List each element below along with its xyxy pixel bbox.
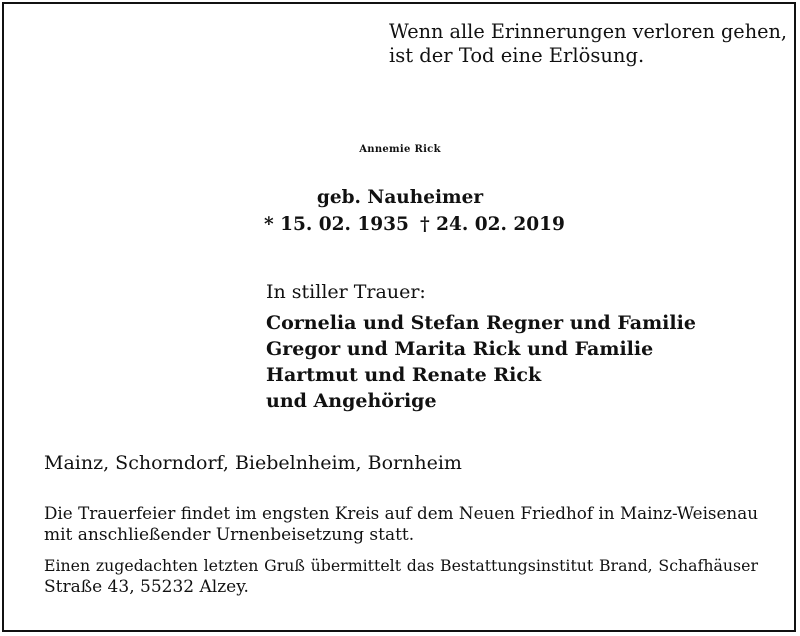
deceased-name: Annemie Rick (359, 144, 441, 155)
ceremony-line-2: mit anschließender Urnenbeisetzung statt. (44, 524, 415, 545)
memorial-quote (389, 20, 787, 68)
quote-line-2: ist der Tod eine Erlösung. (389, 44, 645, 67)
mourners-list (266, 310, 696, 414)
ceremony-line-1: Die Trauerfeier findet im engsten Kreis auf dem Neuen Friedhof in Mainz-Weisenau (44, 503, 758, 523)
places-line: Mainz, Schorndorf, Biebelnheim, Bornheim (44, 452, 462, 474)
mourner-line: und Angehörige (266, 390, 437, 412)
ceremony-paragraph (44, 503, 758, 546)
mourner-line: Cornelia und Stefan Regner und Familie (266, 312, 696, 334)
birth-name: geb. Nauheimer (316, 187, 484, 208)
mourning-heading: In stiller Trauer: (266, 281, 426, 303)
mourner-line: Hartmut und Renate Rick (266, 364, 542, 386)
mourner-line: Gregor und Marita Rick und Familie (266, 338, 654, 360)
greeting-line-1: Einen zugedachten letzten Gruß übermittelt das Bestattungsinstitut Brand, Schafhäuser (44, 556, 758, 575)
quote-line-1: Wenn alle Erinnerungen verloren gehen, (389, 20, 787, 43)
greeting-paragraph (44, 555, 758, 598)
death-date: † 24. 02. 2019 (420, 214, 565, 235)
greeting-line-2: Straße 43, 55232 Alzey. (44, 576, 249, 597)
birth-date: * 15. 02. 1935 (264, 214, 409, 235)
